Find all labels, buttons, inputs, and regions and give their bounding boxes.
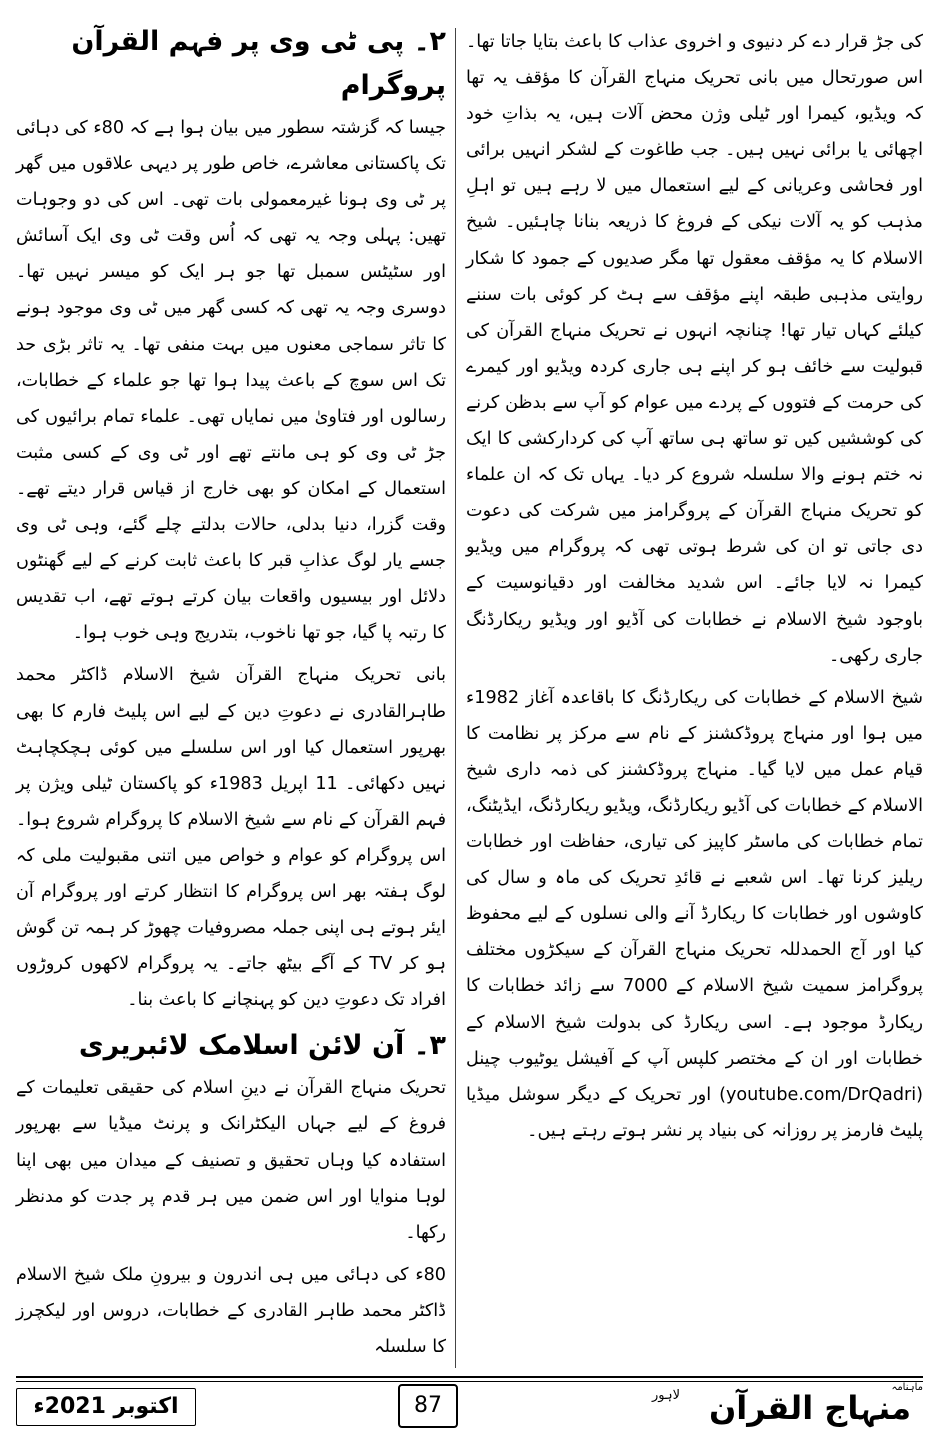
right-paragraph-1: کی جڑ قرار دے کر دنیوی و اخروی عذاب کا باعث بتایا جاتا تھا۔ اس صورتحال میں بانی تحریک منہاج القرآن کا مؤقف یہ تھا کہ ویڈیو، کیمرا اور ٹیلی وژن محض آلات ہیں، یہ بذاتِ خود اچھائی یا برائی نہیں ہیں۔ جب طاغوت کے لشکر انہیں برائی اور فحاشی وعریانی کے لیے استعمال میں لا رہے ہیں تو اہلِ مذہب کو یہ آلات نیکی کے فروغ کا ذریعہ بنانا چاہئیں۔ شیخ الاسلام کا یہ مؤقف معقول تھا مگر صدیوں کے جمود کا شکار روایتی مذہبی طبقہ اپنے مؤقف سے ہٹ کر کوئی بات سننے کیلئے کہاں تیار تھا! چنانچہ انہوں نے تحریک منہاج القرآن کی قبولیت سے خائف ہو کر اپنے ہی جاری کردہ ویڈیو اور کیمرے کی حرمت کے فتووں کے پردے میں عوام کو آپ سے بدظن کرنے کی کوششیں کیں تو ساتھ ہی ساتھ آپ کی کردارکشی کا ایک نہ ختم ہونے والا سلسلہ شروع کر دیا۔ یہاں تک کہ ان علماء کو تحریک منہاج القرآن کے پروگرامز میں شرکت کی دعوت دی جاتی تو ان کی شرط ہوتی تھی کہ پروگرام میں ویڈیو کیمرا نہ لایا جائے۔ اس شدید مخالفت اور دقیانوسیت کے باوجود شیخ الاسلام نے خطابات کی آڈیو اور ویڈیو ریکارڈنگ جاری رکھی۔ bbox=[466, 32, 923, 666]
magazine-city: لاہور bbox=[652, 1388, 681, 1403]
left-column bbox=[16, 24, 446, 1371]
magazine-masthead bbox=[652, 1382, 923, 1428]
section-2-paragraph-2: بانی تحریک منہاج القرآن شیخ الاسلام ڈاکٹر محمد طاہرالقادری نے دعوتِ دین کے لیے اس پلیٹ فارم کا بھی بھرپور استعمال کیا اور اس سلسلے میں کوئی ہچکچاہٹ نہیں دکھائی۔ 11 اپریل 1983ء کو پاکستان ٹیلی ویژن پر فہم القرآن کے نام سے شیخ الاسلام کا پروگرام شروع ہوا۔ اس پروگرام کو عوام و خواص میں اتنی مقبولیت ملی کہ لوگ ہفتہ بھر اس پروگرام کا انتظار کرتے اور پروگرام آن ایئر ہوتے ہی اپنی جملہ مصروفیات چھوڑ کر ہمہ تن گوش ہو کر TV کے آگے بیٹھ جاتے۔ یہ پروگرام لاکھوں کروڑوں افراد تک دعوتِ دین کو پہنچانے کا باعث بنا۔ bbox=[16, 665, 446, 1011]
magazine-name: منہاج القرآن bbox=[708, 1389, 911, 1427]
section-3-heading: ۳۔ آن لائن اسلامک لائبریری bbox=[78, 1030, 446, 1062]
right-column bbox=[466, 24, 923, 1155]
issue-date: اکتوبر 2021ء bbox=[16, 1388, 196, 1426]
footer-rule-top bbox=[16, 1376, 923, 1378]
section-3-paragraph-1: تحریک منہاج القرآن نے دینِ اسلام کی حقیقی تعلیمات کے فروغ کے لیے جہاں الیکٹرانک و پرنٹ میڈیا سے بھرپور استفادہ کیا وہاں تحقیق و تصنیف کے میدان میں بھی اپنا لوہا منوایا اور اس ضمن میں ہر قدم پر جدت کو مدنظر رکھا۔ bbox=[16, 1078, 446, 1243]
column-divider bbox=[455, 28, 456, 1368]
page-number: 87 bbox=[398, 1384, 458, 1428]
section-2-heading: ۲۔ پی ٹی وی پر فہم القرآن پروگرام bbox=[71, 26, 446, 101]
right-paragraph-2: شیخ الاسلام کے خطابات کی ریکارڈنگ کا باقاعدہ آغاز 1982ء میں ہوا اور منہاج پروڈکشنز کے نام سے مرکز پر نظامت کا قیام عمل میں لایا گیا۔ منہاج پروڈکشنز کی ذمہ داری شیخ الاسلام کے خطابات کی آڈیو ریکارڈنگ، ویڈیو ریکارڈنگ، ایڈیٹنگ، تمام خطابات کی ماسٹر کاپیز کی تیاری، حفاظت اور خطابات ریلیز کرنا تھا۔ اس شعبے نے قائدِ تحریک کی ماہ و سال کی کاوشوں اور خطابات کا ریکارڈ آنے والی نسلوں کے لیے محفوظ کیا اور آج الحمدللہ تحریک منہاج القرآن کے سیکڑوں مختلف پروگرامز سمیت شیخ الاسلام کے 7000 سے زائد خطابات کا ریکارڈ موجود ہے۔ اسی ریکارڈ کی بدولت شیخ الاسلام کے خطابات اور ان کے مختصر کلپس آپ کے آفیشل یوٹیوب چینل (youtube.com/DrQadri) اور تحریک کے دیگر سوشل میڈیا پلیٹ فارمز پر روزانہ کی بنیاد پر نشر ہوتے رہتے ہیں۔ bbox=[466, 687, 923, 1141]
magazine-label: ماہنامہ bbox=[891, 1382, 923, 1393]
section-2-paragraph-1: جیسا کہ گزشتہ سطور میں بیان ہوا ہے کہ 80ء کی دہائی تک پاکستانی معاشرے، خاص طور پر دیہی علاقوں میں گھر پر ٹی وی ہونا غیرمعمولی بات تھی۔ اس کی دو وجوہات تھیں: پہلی وجہ یہ تھی کہ اُس وقت ٹی وی ایک آسائش اور سٹیٹس سمبل تھا جو ہر ایک کو میسر نہیں تھا۔ دوسری وجہ یہ تھی کہ کسی گھر میں ٹی وی موجود ہونے کا تاثر سماجی معنوں میں بہت منفی تھا۔ یہ تاثر بڑی حد تک اس سوچ کے باعث پیدا ہوا تھا جو علماء کے خطابات، رسالوں اور فتاویٰ میں نمایاں تھی۔ علماء تمام برائیوں کی جڑ ٹی وی کو ہی مانتے تھے اور ٹی وی کے کسی مثبت استعمال کے امکان کو بھی خارج از قیاس قرار دیتے تھے۔ وقت گزرا، دنیا بدلی، حالات بدلتے چلے گئے، وہی ٹی وی جسے یار لوگ عذابِ قبر کا باعث ثابت کرنے کے لیے گھنٹوں دلائل اور بیسیوں واقعات بیان کرتے ہوتے تھے، اب تقدیس کا رتبہ پا گیا، جو تھا ناخوب، بتدریج وہی خوب ہوا۔ bbox=[16, 118, 446, 644]
section-3-paragraph-2: 80ء کی دہائی میں ہی اندرون و بیرونِ ملک شیخ الاسلام ڈاکٹر محمد طاہر القادری کے خطابات، دروس اور لیکچرز کا سلسلہ bbox=[16, 1264, 446, 1357]
